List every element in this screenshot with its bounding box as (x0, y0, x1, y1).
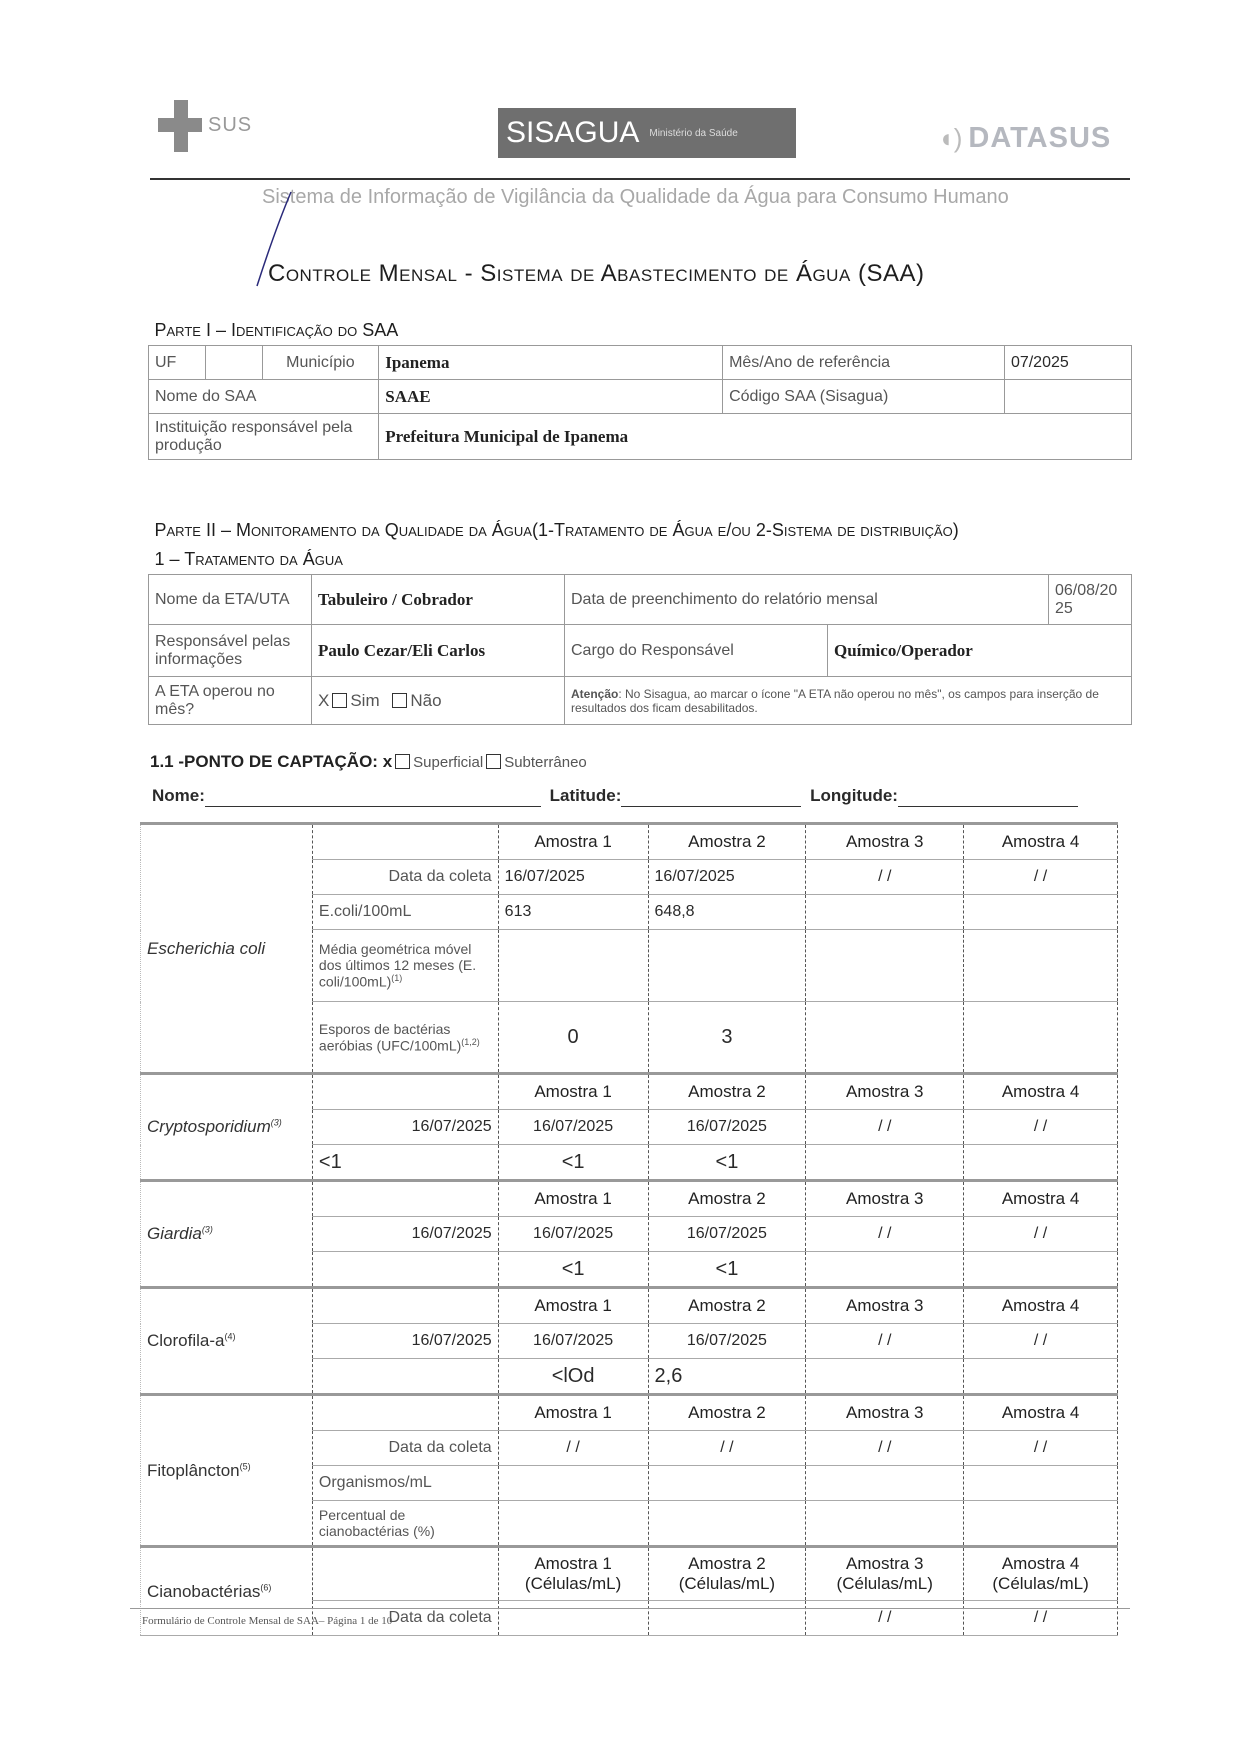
sisagua-logo: SISAGUA Ministério da Saúde (498, 108, 796, 158)
system-subtitle: Sistema de Informação de Vigilância da Qualidade da Água para Consumo Humano (262, 186, 1009, 208)
ecoli-unit-label: E.coli/100mL (312, 895, 498, 930)
value-cell[interactable]: <1 (648, 1145, 806, 1181)
crypto-param-label: Cryptosporidium$^{(3)}$ (141, 1074, 313, 1181)
eta-field[interactable]: Tabuleiro / Cobrador (312, 575, 565, 625)
date-cell[interactable]: / / (806, 1601, 964, 1636)
sample-header: Amostra 4 (Células/mL) (964, 1547, 1118, 1601)
media-label: Média geométrica móvel dos últimos 12 meses (E. coli/100mL)$^{(1)}$ (312, 930, 498, 1002)
value-cell[interactable]: 648,8 (648, 895, 806, 930)
value-cell[interactable] (806, 1501, 964, 1547)
sample-header: Amostra 3 (Células/mL) (806, 1547, 964, 1601)
uf-label: UF (149, 346, 206, 380)
section-tratamento-title: 1 – Tratamento da Água (154, 549, 343, 569)
sample-header: Amostra 4 (964, 1074, 1118, 1110)
value-cell[interactable] (964, 1359, 1118, 1395)
value-cell[interactable] (964, 1501, 1118, 1547)
value-cell[interactable]: 0 (498, 1002, 648, 1074)
superficial-checkbox[interactable] (395, 754, 410, 769)
esporos-label: Esporos de bactérias aeróbias $(UFC/100mL)^{(1,2)}$ (312, 1002, 498, 1074)
subterraneo-label: Subterrâneo (504, 754, 587, 771)
percentual-label: Percentual de cianobactérias (%) (312, 1501, 498, 1547)
mes-ano-field[interactable]: 07/2025 (1004, 346, 1131, 380)
sample-header: Amostra 4 (964, 1395, 1118, 1431)
nome-saa-field[interactable]: SAAE (379, 380, 723, 414)
date-cell[interactable]: / / (964, 1217, 1118, 1252)
operou-label: A ETA operou no mês? (149, 677, 312, 725)
ecoli-header-row (141, 824, 1118, 860)
value-cell[interactable]: <1 (648, 1252, 806, 1288)
value-cell[interactable] (806, 1359, 964, 1395)
date-cell[interactable]: 16/07/2025 (312, 1110, 498, 1145)
sample-header: Amostra 3 (806, 824, 964, 860)
fito-param-label: Fitoplâncton$^{(5)}$ (141, 1395, 313, 1547)
cargo-label: Cargo do Responsável (565, 625, 828, 677)
sample-header: Amostra 2 (648, 1181, 806, 1217)
value-cell[interactable] (806, 1002, 964, 1074)
date-cell[interactable] (648, 1601, 806, 1636)
sample-header: Amostra 2 (648, 1395, 806, 1431)
sample-header: Amostra 1 (498, 1395, 648, 1431)
operou-mark: X (318, 690, 330, 710)
date-cell[interactable]: 16/07/2025 (498, 860, 648, 895)
value-cell[interactable] (806, 1145, 964, 1181)
sample-header: Amostra 2 (Células/mL) (648, 1547, 806, 1601)
date-cell[interactable]: / / (806, 860, 964, 895)
date-cell[interactable]: 16/07/2025 (312, 1324, 498, 1359)
sample-header: Amostra 1 (498, 1181, 648, 1217)
value-cell[interactable] (498, 1501, 648, 1547)
sample-header: Amostra 4 (964, 1181, 1118, 1217)
fito-header-row (141, 1395, 1118, 1431)
part1-title: Parte I – Identificação do SAA (154, 320, 399, 340)
footer-divider (130, 1608, 1130, 1609)
data-coleta-label: Data da coleta (312, 1431, 498, 1466)
date-cell[interactable]: / / (498, 1431, 648, 1466)
sample-header: Amostra 2 (648, 824, 806, 860)
superficial-label: Superficial (413, 754, 484, 771)
codigo-saa-field[interactable] (1004, 380, 1131, 414)
date-cell[interactable]: 16/07/2025 (498, 1110, 648, 1145)
part1-table (148, 316, 1132, 460)
sample-header: Amostra 4 (964, 824, 1118, 860)
monitoring-table (140, 822, 1118, 1636)
value-cell[interactable]: <1 (312, 1145, 498, 1181)
sample-header: Amostra 3 (806, 1181, 964, 1217)
sample-header: Amostra 2 (648, 1074, 806, 1110)
date-cell[interactable]: / / (964, 1324, 1118, 1359)
value-cell[interactable] (964, 1466, 1118, 1501)
date-cell[interactable]: 16/07/2025 (498, 1324, 648, 1359)
sim-label: Sim (350, 690, 380, 710)
value-cell[interactable] (964, 895, 1118, 930)
nao-checkbox[interactable] (392, 693, 407, 708)
value-cell[interactable] (648, 1501, 806, 1547)
value-cell[interactable]: <lOd (498, 1359, 648, 1395)
sample-header: Amostra 4 (964, 1288, 1118, 1324)
part2-table (148, 516, 1132, 725)
codigo-saa-label: Código SAA (Sisagua) (723, 380, 1005, 414)
date-cell[interactable] (498, 1601, 648, 1636)
value-cell[interactable] (648, 930, 806, 1002)
page-title: Controle Mensal - Sistema de Abastecimento de Água (SAA) (268, 260, 925, 287)
municipio-label: Município (262, 346, 379, 380)
captacao-row (150, 752, 587, 772)
header-divider (150, 178, 1130, 180)
sample-header: Amostra 1 (498, 1288, 648, 1324)
ciano-header-row (141, 1547, 1118, 1601)
sus-logo: SUS (158, 100, 288, 152)
crypto-header-row (141, 1074, 1118, 1110)
captacao-mark: x (382, 752, 393, 771)
value-cell[interactable] (964, 1252, 1118, 1288)
longitude-field[interactable] (898, 786, 1078, 807)
page-footer: Formulário de Controle Mensal de SAA– Página 1 de 10 (142, 1615, 393, 1627)
value-cell[interactable] (312, 1252, 498, 1288)
sample-header: Amostra 3 (806, 1395, 964, 1431)
value-cell[interactable] (806, 1466, 964, 1501)
latitude-field[interactable] (621, 786, 801, 807)
data-preenchimento-label: Data de preenchimento do relatório mensal (565, 575, 1049, 625)
data-coleta-label: Data da coleta (312, 1601, 498, 1636)
data-preenchimento-field[interactable]: 06/08/2025 (1048, 575, 1131, 625)
date-cell[interactable]: / / (964, 1601, 1118, 1636)
date-cell[interactable]: / / (964, 1431, 1118, 1466)
value-cell[interactable]: 2,6 (648, 1359, 806, 1395)
clorofila-param-label: Clorofila-$a^{(4)}$ (141, 1288, 313, 1395)
date-cell[interactable]: 16/07/2025 (648, 1324, 806, 1359)
sample-header: Amostra 2 (648, 1288, 806, 1324)
operou-options (312, 677, 565, 725)
date-cell[interactable]: / / (806, 1110, 964, 1145)
instituicao-label: Instituição responsável pela produção (149, 414, 379, 460)
giardia-header-row (141, 1181, 1118, 1217)
value-cell[interactable] (806, 895, 964, 930)
nao-label: Não (410, 690, 442, 710)
eta-label: Nome da ETA/UTA (149, 575, 312, 625)
mes-ano-label: Mês/Ano de referência (723, 346, 1005, 380)
date-cell[interactable]: / / (806, 1431, 964, 1466)
part2-title: Parte II – Monitoramento da Qualidade da Água(1-Tratamento de Água e/ou 2-Sistema de distribuição) (154, 520, 959, 540)
value-cell[interactable] (498, 930, 648, 1002)
value-cell[interactable]: 3 (648, 1002, 806, 1074)
nome-saa-label: Nome do SAA (149, 380, 379, 414)
date-cell[interactable]: 16/07/2025 (498, 1217, 648, 1252)
value-cell[interactable] (806, 1252, 964, 1288)
value-cell[interactable]: 613 (498, 895, 648, 930)
date-cell[interactable]: / / (648, 1431, 806, 1466)
longitude-label: Longitude: (810, 786, 898, 805)
sample-header: Amostra 3 (806, 1288, 964, 1324)
giardia-param-label: Giardia$^{(3)}$ (141, 1181, 313, 1288)
sim-checkbox[interactable] (332, 693, 347, 708)
data-coleta-label: Data da coleta (312, 860, 498, 895)
value-cell[interactable] (498, 1466, 648, 1501)
nome-label: Nome: (152, 786, 205, 805)
instituicao-field[interactable]: Prefeitura Municipal de Ipanema (379, 414, 1132, 460)
date-cell[interactable]: 16/07/2025 (312, 1217, 498, 1252)
ecoli-param-label: Escherichia coli (141, 824, 313, 1074)
date-cell[interactable]: 16/07/2025 (648, 860, 806, 895)
datasus-mark-icon: ◖) (938, 122, 963, 153)
date-cell[interactable]: / / (964, 860, 1118, 895)
subterraneo-checkbox[interactable] (486, 754, 501, 769)
organismos-label: Organismos/mL (312, 1466, 498, 1501)
location-row (152, 786, 1112, 807)
municipio-field[interactable]: Ipanema (379, 346, 723, 380)
sample-header: Amostra 1 (498, 824, 648, 860)
date-cell[interactable]: / / (806, 1324, 964, 1359)
date-cell[interactable]: 16/07/2025 (648, 1217, 806, 1252)
value-cell[interactable] (964, 1145, 1118, 1181)
value-cell[interactable]: <1 (498, 1252, 648, 1288)
date-cell[interactable]: 16/07/2025 (648, 1110, 806, 1145)
clorofila-header-row (141, 1288, 1118, 1324)
responsavel-field[interactable]: Paulo Cezar/Eli Carlos (312, 625, 565, 677)
value-cell[interactable] (964, 930, 1118, 1002)
value-cell[interactable] (312, 1359, 498, 1395)
value-cell[interactable]: <1 (498, 1145, 648, 1181)
cargo-field[interactable]: Químico/Operador (828, 625, 1132, 677)
value-cell[interactable] (806, 930, 964, 1002)
ciano-param-label: Cianobactérias$^{(6)}$ (141, 1547, 313, 1636)
value-cell[interactable] (964, 1002, 1118, 1074)
date-cell[interactable]: / / (964, 1110, 1118, 1145)
sample-header: Amostra 1 (498, 1074, 648, 1110)
date-cell[interactable]: / / (806, 1217, 964, 1252)
sample-header: Amostra 1 (Células/mL) (498, 1547, 648, 1601)
value-cell[interactable] (648, 1466, 806, 1501)
nome-field[interactable] (205, 786, 541, 807)
responsavel-label: Responsável pelas informações (149, 625, 312, 677)
latitude-label: Latitude: (549, 786, 622, 805)
sample-header: Amostra 3 (806, 1074, 964, 1110)
atencao-note: Atenção: No Sisagua, ao marcar o ícone "A ETA não operou no mês", os campos para inserção de resultados dos ficam desabilitados. (565, 677, 1132, 725)
captacao-label: 1.1 -PONTO DE CAPTAÇÃO: (150, 752, 378, 771)
uf-field[interactable] (205, 346, 262, 380)
datasus-logo: ◖) DATASUS (938, 121, 1112, 154)
